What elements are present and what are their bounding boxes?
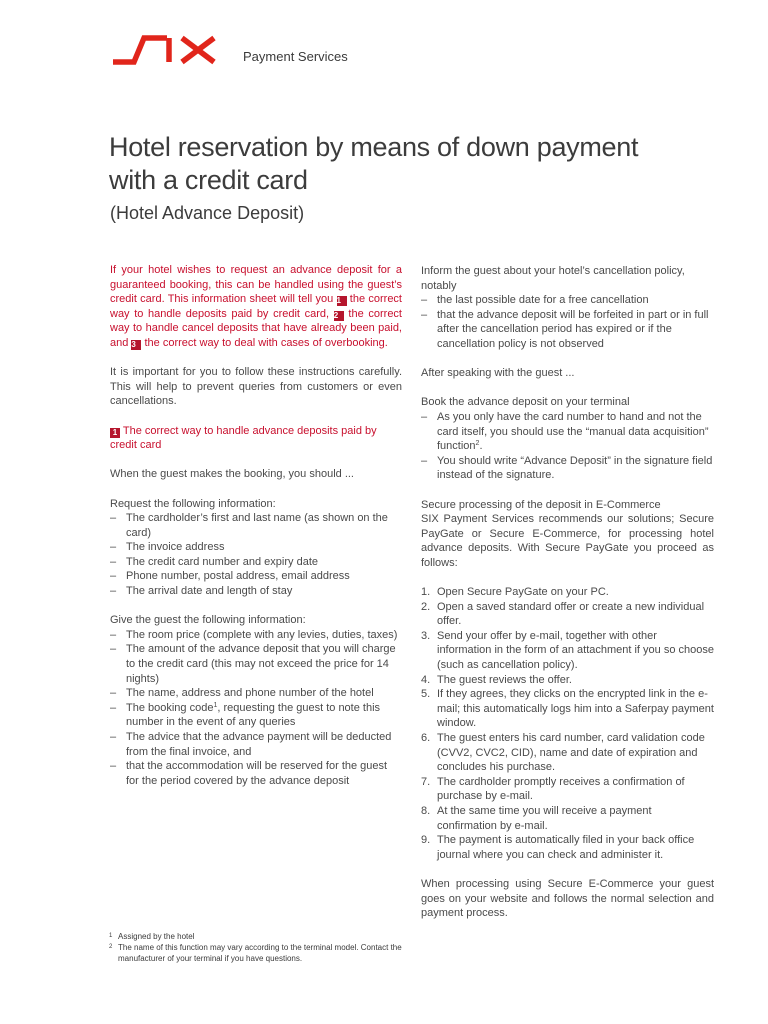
- list-item: – that the accommodation will be reserved for the guest for the period covered by the advance deposit: [110, 760, 388, 787]
- section-heading: 1 The correct way to handle advance deposits paid by credit card: [110, 424, 377, 452]
- title-line-2: with a credit card: [109, 165, 308, 195]
- list-item: – As you only have the card number to hand and not the card itself, you should use the “manual data acquisition” function$^2$.: [421, 410, 709, 453]
- list-item: – The name, address and phone number of the hotel: [110, 687, 374, 700]
- step-item: 9. The payment is automatically filed in your back office journal where you can check and administer it.: [421, 834, 695, 861]
- list-item: – The booking code$^1$, requesting the guest to note this number in the event of any queries: [110, 701, 381, 729]
- book-heading: Book the advance deposit on your terminal: [421, 396, 630, 409]
- list-item: – The credit card number and expiry date: [110, 555, 318, 568]
- list-item: – The advice that the advance payment will be deducted from the final invoice, and: [110, 731, 392, 758]
- step-item: 3. Send your offer by e-mail, together with other information in the form of an attachment if you so choose (such as cancellation policy).: [421, 629, 714, 672]
- step-item: 4. The guest reviews the offer.: [421, 673, 572, 686]
- step-item: 2. Open a saved standard offer or create a new individual offer.: [421, 600, 705, 628]
- request-heading: Request the following information:: [110, 497, 276, 510]
- footnote-ref: 2: [475, 440, 480, 448]
- list-item: – The cardholder’s first and last name (as shown on the card): [110, 512, 388, 539]
- step-item: 1. Open Secure PayGate on your PC.: [421, 586, 609, 599]
- section-number-badge: 3: [131, 340, 141, 350]
- section-number-badge: 2: [334, 311, 344, 321]
- footnote-ref: 1: [213, 701, 218, 709]
- step-item: 7. The cardholder promptly receives a confirmation of purchase by e-mail.: [421, 775, 685, 803]
- six-logo: [111, 35, 217, 65]
- intro-paragraph: If your hotel wishes to request an advance deposit for a guaranteed booking, this can be handled using the guest’s credit card. This information sheet will tell you 1 the correct way to handle deposits paid by credit card, 2 the correct way to handle cancel deposits that have already been paid, and 3 the correct way to deal with cases of overbooking.: [110, 264, 402, 349]
- step-item: 6. The guest enters his card number, card validation code (CVV2, CVC2, CID), name and date of expiration and concludes his purchase.: [421, 732, 705, 774]
- step-item: 8. At the same time you will receive a payment confirmation by e-mail.: [421, 804, 652, 832]
- inform-paragraph: Inform the guest about your hotel’s cancellation policy, notably: [421, 265, 685, 292]
- footnote: 1 Assigned by the hotel: [109, 932, 195, 941]
- page-title: [109, 131, 669, 197]
- title-line-1: Hotel reservation by means of down payment: [109, 132, 639, 162]
- brand-subtitle: Payment Services: [243, 49, 348, 64]
- step-item: 5. If they agrees, they clicks on the encrypted link in the e-mail; this automatically logs him into a Saferpay payment window.: [421, 688, 714, 730]
- list-item: – Phone number, postal address, email address: [110, 570, 350, 583]
- booking-intro: When the guest makes the booking, you should ...: [110, 468, 354, 481]
- important-paragraph: It is important for you to follow these instructions carefully. This will help to prevent queries from customers or even cancellations.: [110, 366, 402, 408]
- list-item: – the last possible date for a free cancellation: [421, 294, 649, 307]
- list-item: – The arrival date and length of stay: [110, 585, 293, 598]
- give-heading: Give the guest the following information:: [110, 614, 306, 627]
- footnotes: [109, 931, 409, 964]
- list-item: – The room price (complete with any levies, duties, taxes): [110, 628, 398, 641]
- section-number-badge: 1: [337, 296, 347, 306]
- list-item: – that the advance deposit will be forfeited in part or in full after the cancellation period has expired or if the cancellation policy is not observed: [421, 308, 709, 350]
- footnote: 2 The name of this function may vary according to the terminal model. Contact the manufacturer of your terminal if you have questions.: [109, 943, 402, 963]
- secure-paragraph: SIX Payment Services recommends our solutions; Secure PayGate or Secure E-Commerce, for processing hotel advance deposits. With Secure PayGate you proceed as follows:: [421, 513, 714, 569]
- list-item: – You should write “Advance Deposit” in the signature field instead of the signature.: [421, 454, 713, 482]
- right-column: [421, 264, 714, 921]
- left-column: [110, 263, 402, 788]
- list-item: – The amount of the advance deposit that you will charge to the credit card (this may not exceed the price for 14 nights): [110, 643, 396, 685]
- after-paragraph: After speaking with the guest ...: [421, 367, 575, 380]
- section-number-badge: 1: [110, 428, 120, 438]
- page-subtitle: (Hotel Advance Deposit): [110, 203, 305, 223]
- secure-heading: Secure processing of the deposit in E-Commerce: [421, 498, 661, 511]
- closing-paragraph: When processing using Secure E-Commerce your guest goes on your website and follows the normal selection and payment process.: [421, 877, 714, 920]
- list-item: – The invoice address: [110, 541, 225, 554]
